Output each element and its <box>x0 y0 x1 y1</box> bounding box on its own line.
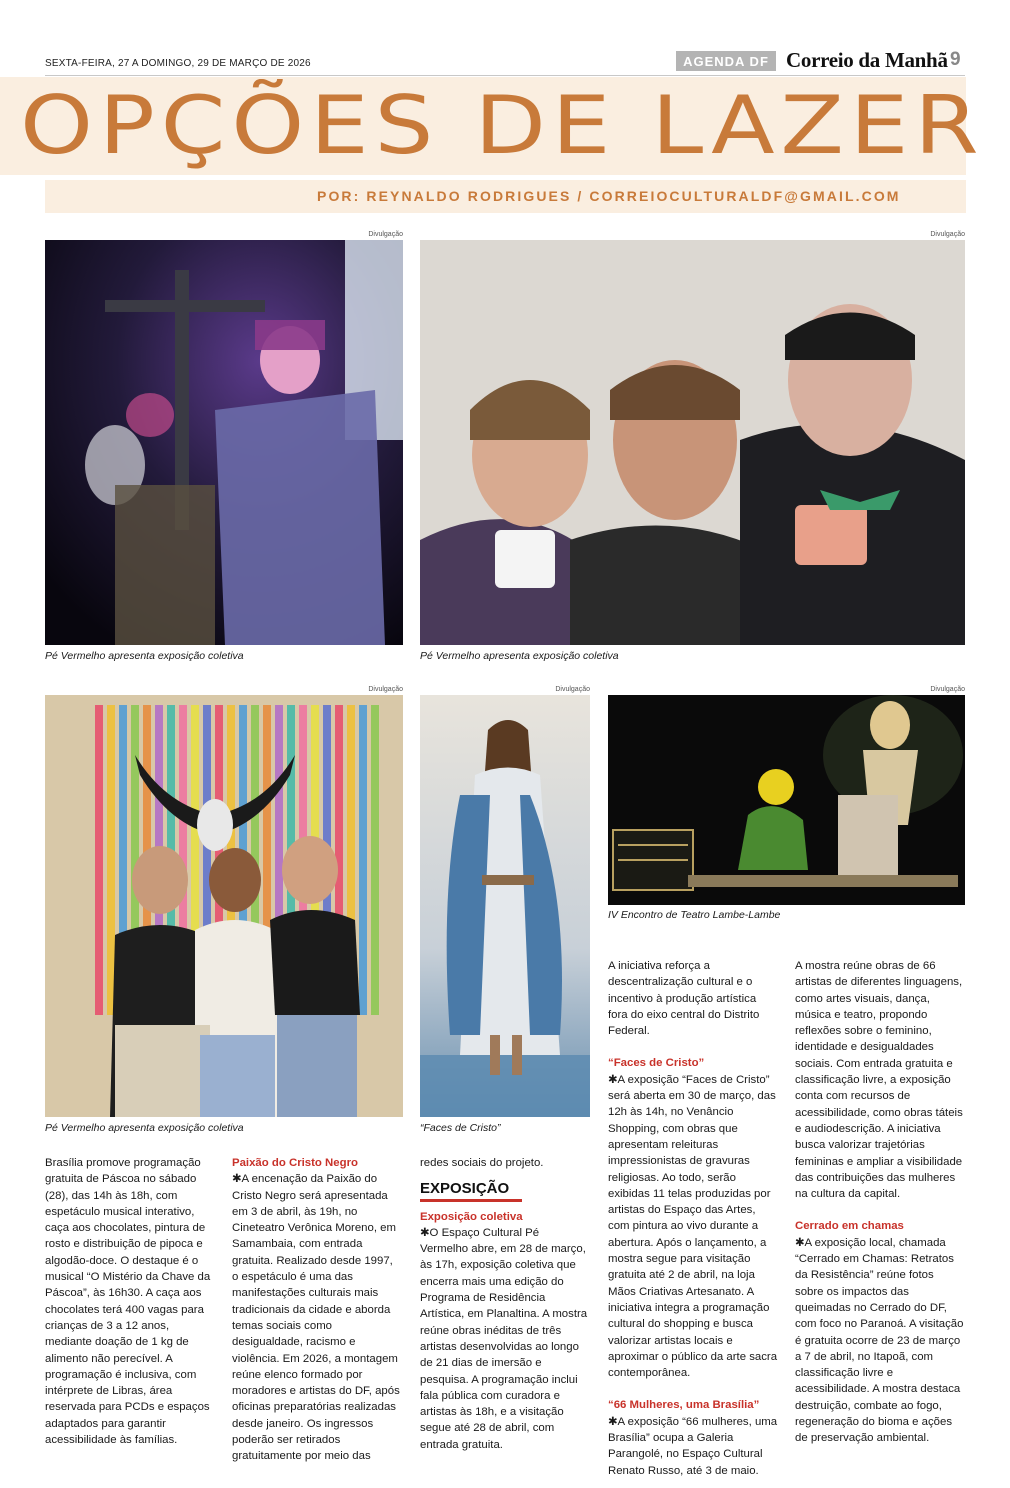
ribbon-strip <box>107 705 115 1015</box>
article-paragraph: ✱A exposição “66 mulheres, uma Brasília” ocupa a Galeria Parangolé, no Espaço Cultural Renato Russo, até 3 de maio. <box>608 1415 778 1477</box>
page-title: OPÇÕES DE LAZER <box>20 79 985 172</box>
section-title: EXPOSIÇÃO <box>420 1180 510 1198</box>
asterisk-bullet-icon: ✱ <box>420 1226 430 1239</box>
article-paragraph: Brasília promove programação gratuita de Páscoa no sábado (28), das 14h às 18h, com espetáculo musical interativo, caça aos chocolates, pintura de rosto e distribuição de pipoca e algodão-doce. O destaque é o musical “O Mistério da Chave da Páscoa”, às 16h30. A caça aos chocolates terá 400 vagas para crianças de 3 a 12 anos, mediante doação de 1 kg de alimento não perecível. A programação é inclusiva, com intérprete de Libras, área reservada para PCDs e espaços adaptados para garantir acessibilidade às famílias. <box>45 1157 211 1447</box>
subhead: “Faces de Cristo” <box>608 1057 705 1070</box>
photo-caption: “Faces de Cristo” <box>420 1122 501 1134</box>
photo-credit: Divulgação <box>930 231 965 238</box>
byline: POR: REYNALDO RODRIGUES / CORREIOCULTURALDF@GMAIL.COM <box>317 188 901 204</box>
header-rule <box>45 75 965 76</box>
subhead: Exposição coletiva <box>420 1210 523 1223</box>
ribbon-strip <box>371 705 379 1015</box>
photo-credit: Divulgação <box>555 686 590 693</box>
asterisk-bullet-icon: ✱ <box>232 1173 242 1186</box>
asterisk-bullet-icon: ✱ <box>608 1415 618 1428</box>
article-paragraph: redes sociais do projeto. <box>420 1157 544 1169</box>
subhead: “66 Mulheres, uma Brasília” <box>608 1399 760 1412</box>
photo-caption: IV Encontro de Teatro Lambe-Lambe <box>608 909 781 921</box>
section-rule <box>420 1199 522 1202</box>
asterisk-bullet-icon: ✱ <box>608 1073 618 1086</box>
article-paragraph: A iniciativa reforça a descentralização cultural e o incentivo à produção artística fora do eixo central do Distrito Federal. <box>608 960 760 1038</box>
newspaper-logo: Correio da Manhã <box>786 48 948 72</box>
photo-group-coffee <box>420 240 965 645</box>
ribbon-strip <box>95 705 103 1015</box>
section-tag: AGENDA DF <box>676 51 776 71</box>
article-column-1 <box>45 1155 215 1448</box>
photo-puppet-theatre <box>608 695 965 905</box>
article-paragraph: ✱A encenação da Paixão do Cristo Negro será apresentada em 3 de abril, às 19h, no Cineteatro Verônica Moreno, em Samambaia, com entrada gratuita. Realizado desde 1997, o espetáculo é uma das manifestações culturais mais tradicionais da cidade e aborda temas sociais como desigualdade, racismo e violência. Em 2026, a montagem reúne elenco formado por moradores e artistas do DF, após oficinas preparatórias realizadas desde janeiro. Os ingressos poderão ser retirados gratuitamente por meio das <box>232 1173 400 1463</box>
asterisk-bullet-icon: ✱ <box>795 1236 805 1249</box>
subhead: Cerrado em chamas <box>795 1220 904 1233</box>
photo-credit: Divulgação <box>930 686 965 693</box>
article-column-3 <box>420 1155 590 1453</box>
article-paragraph: ✱A exposição local, chamada “Cerrado em Chamas: Retratos da Resistência” reúne fotos sobre os impactos das queimadas no Cerrado do DF, com foco no Paranoá. A visitação é gratuita ocorre de 23 de março a 7 de abril, no Itapoã, com classificação livre e acessibilidade. A mostra destaca destruição, combate ao fogo, regeneração do bioma e ações de preservação ambiental. <box>795 1236 964 1445</box>
article-paragraph: A mostra reúne obras de 66 artistas de diferentes linguagens, como artes visuais, dança, música e teatro, propondo reflexões sobre o feminino, identidade e desigualdades sociais. Com entrada gratuita e classificação livre, a exposição conta com recursos de acessibilidade, como obras táteis e audiodescrição. A iniciativa busca valorizar trajetórias femininas e ampliar a visibilidade das contribuições das mulheres na cultura da capital. <box>795 960 963 1201</box>
photo-three-women <box>45 695 403 1117</box>
article-column-2 <box>232 1155 402 1465</box>
photo-christ-painting <box>420 695 590 1117</box>
ribbon-strip <box>359 705 367 1015</box>
photo-stage-performance <box>45 240 403 645</box>
article-column-4 <box>608 958 778 1479</box>
article-paragraph: ✱O Espaço Cultural Pé Vermelho abre, em 28 de março, às 17h, exposição coletiva que encerra mais uma edição do Programa de Residência Artística, em Planaltina. A mostra reúne obras inéditas de três artistas desenvolvidas ao longo de 21 dias de imersão e pesquisa. A programação inclui fala pública com curadora e artistas às 18h, e a visitação segue até 28 de abril, com entrada gratuita. <box>420 1226 588 1451</box>
page-number: 9 <box>950 49 961 70</box>
photo-caption: Pé Vermelho apresenta exposição coletiva <box>45 1122 244 1134</box>
photo-caption: Pé Vermelho apresenta exposição coletiva <box>45 650 244 662</box>
photo-credit: Divulgação <box>368 231 403 238</box>
subhead: Paixão do Cristo Negro <box>232 1157 358 1169</box>
article-column-5 <box>795 958 965 1447</box>
photo-credit: Divulgação <box>368 686 403 693</box>
dateline: SEXTA-FEIRA, 27 A DOMINGO, 29 DE MARÇO DE 2026 <box>45 58 311 69</box>
article-paragraph: ✱A exposição “Faces de Cristo” será aberta em 30 de março, das 12h às 14h, no Venâncio Shopping, com obras que apresentam releituras impressionistas de gravuras religiosas. Ao todo, serão exibidas 11 telas produzidas por artistas do Espaço das Artes, com pintura ao vivo durante a abertura. Após o lançamento, a mostra segue para visitação gratuita até 2 de abril, na loja Mãos Criativas Artesanato. A iniciativa integra a programação cultural do shopping e busca valorizar artistas locais e aproximar o público da arte sacra contemporânea. <box>608 1073 778 1380</box>
photo-caption: Pé Vermelho apresenta exposição coletiva <box>420 650 619 662</box>
